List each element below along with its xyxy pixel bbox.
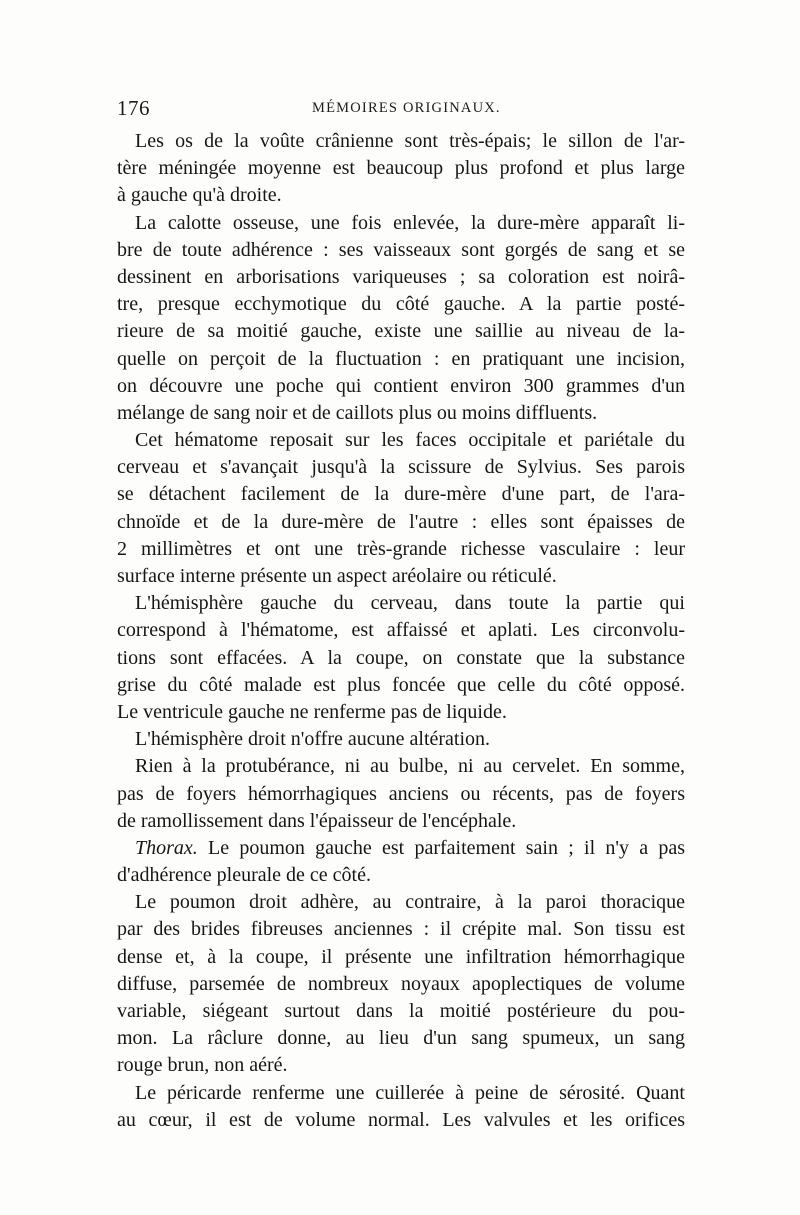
text-line: tre, presque ecchymotique du côté gauche. A la partie posté-: [117, 293, 685, 316]
body-text: [117, 128, 685, 1134]
text-line: Rien à la protubérance, ni au bulbe, ni au cervelet. En somme,: [135, 755, 685, 778]
page-number: 176: [117, 96, 150, 120]
text-line: tions sont effacées. A la coupe, on constate que la substance: [117, 646, 685, 669]
text-line: à gauche qu'à droite.: [117, 184, 282, 207]
text-line: bre de toute adhérence : ses vaisseaux sont gorgés de sang et se: [117, 238, 685, 261]
text-line: rouge brun, non aéré.: [117, 1054, 288, 1077]
text-line: se détachent facilement de la dure-mère d'une part, de l'ara-: [117, 483, 685, 506]
text-line: 2 millimètres et ont une très-grande richesse vasculaire : leur: [117, 537, 685, 560]
text-line: quelle on perçoit de la fluctuation : en pratiquant une incision,: [117, 347, 685, 370]
text-line: Le ventricule gauche ne renferme pas de liquide.: [117, 700, 507, 723]
text-line: d'adhérence pleurale de ce côté.: [117, 864, 371, 887]
text-line: correspond à l'hématome, est affaissé et aplati. Les circonvolu-: [117, 619, 685, 642]
text-line: dessinent en arborisations variqueuses ; sa coloration est noirâ-: [117, 265, 685, 288]
italic-heading: Thorax.: [135, 836, 198, 859]
text-line: au cœur, il est de volume normal. Les valvules et les orifices: [117, 1108, 685, 1131]
text-line: La calotte osseuse, une fois enlevée, la dure-mère apparaît li-: [135, 211, 685, 234]
text-line: cerveau et s'avançait jusqu'à la scissure de Sylvius. Ses parois: [117, 456, 685, 479]
text-line: on découvre une poche qui contient environ 300 grammes d'un: [117, 374, 685, 397]
running-title: MÉMOIRES ORIGINAUX.: [312, 100, 501, 116]
text-line: variable, siégeant surtout dans la moitié postérieure du pou-: [117, 1000, 685, 1022]
text-line: chnoïde et de la dure-mère de l'autre : elles sont épaisses de: [117, 510, 685, 533]
text-line: tère méningée moyenne est beaucoup plus profond et plus large: [117, 157, 685, 180]
text-line: dense et, à la coupe, il présente une infiltration hémorrhagique: [117, 945, 685, 968]
text-line: L'hémisphère gauche du cerveau, dans toute la partie qui: [135, 592, 685, 615]
text-line: pas de foyers hémorrhagiques anciens ou récents, pas de foyers: [117, 782, 685, 805]
text-line: grise du côté malade est plus foncée que celle du côté opposé.: [117, 673, 685, 696]
text-line: mon. La râclure donne, au lieu d'un sang spumeux, un sang: [117, 1027, 685, 1050]
text-line: par des brides fibreuses anciennes : il crépite mal. Son tissu est: [117, 918, 685, 941]
text-line: de ramollissement dans l'épaisseur de l'encéphale.: [117, 809, 517, 832]
page-header: [117, 96, 687, 122]
text-line: Cet hématome reposait sur les faces occipitale et pariétale du: [135, 429, 685, 452]
text-line: Le péricarde renferme une cuillerée à peine de sérosité. Quant: [135, 1081, 685, 1104]
text-line: Les os de la voûte crânienne sont très-épais; le sillon de l'ar-: [135, 130, 685, 152]
text-line: mélange de sang noir et de caillots plus ou moins diffluents.: [117, 401, 598, 424]
text-line: rieure de sa moitié gauche, existe une saillie au niveau de la-: [117, 320, 685, 343]
text-line: diffuse, parsemée de nombreux noyaux apoplectiques de volume: [117, 972, 685, 995]
text-line: Le poumon droit adhère, au contraire, à la paroi thoracique: [135, 891, 685, 914]
text-line: surface interne présente un aspect aréolaire ou réticulé.: [117, 565, 557, 587]
text-line: L'hémisphère droit n'offre aucune altération.: [135, 728, 491, 751]
text-line: Thorax. Le poumon gauche est parfaitement sain ; il n'y a pas: [135, 836, 685, 859]
